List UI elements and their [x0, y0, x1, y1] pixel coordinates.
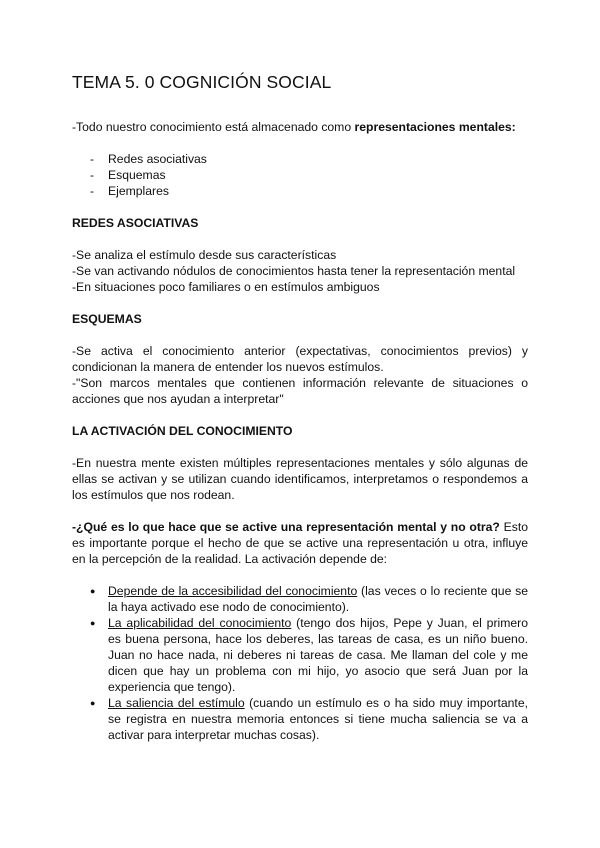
intro-paragraph	[72, 119, 528, 135]
item-text: (tengo dos hijos, Pepe y Juan, el primero es buena persona, hace los deberes, las tareas de casa, es un niño bueno. Juan no hace nada, ni deberes ni tareas de casa. Me llaman del cole y me dicen que hay un problema con mi hijo, yo asocio que será Juan por la experiencia que tengo).	[108, 616, 528, 694]
section-heading-redes: REDES ASOCIATIVAS	[72, 216, 199, 230]
esquemas-paragraph-2: -"Son marcos mentales que contienen información relevante de situaciones o acciones que nos ayudan a interpretar"	[72, 376, 528, 406]
item-text: (las veces o lo reciente que se la haya activado ese nodo de conocimiento).	[108, 584, 528, 614]
page-title: TEMA 5. 0 COGNICIÓN SOCIAL	[72, 72, 332, 92]
item-underlined: La aplicabilidad del conocimiento	[108, 616, 292, 630]
esquemas-paragraph-1: -Se activa el conocimiento anterior (expectativas, conocimientos previos) y condicionan la manera de entender los nuevos estímulos.	[72, 344, 528, 374]
list-item	[90, 615, 528, 695]
question-rest: Esto es importante porque el hecho de que se active una representación u otra, influye en la percepción de la realidad. La activación depende de:	[72, 520, 528, 566]
redes-line: -En situaciones poco familiares o en estímulos ambiguos	[72, 280, 380, 294]
activacion-list	[72, 583, 528, 743]
list-item: - Ejemplares	[90, 183, 528, 199]
redes-line: -Se analiza el estímulo desde sus características	[72, 248, 337, 262]
intro-list	[72, 151, 528, 199]
item-underlined: La saliencia del estímulo	[108, 696, 245, 710]
intro-text: -Todo nuestro conocimiento está almacenado como	[72, 120, 355, 134]
section-heading-esquemas: ESQUEMAS	[72, 312, 142, 326]
intro-bold: representaciones mentales:	[354, 120, 516, 134]
item-text: (cuando un estímulo es o ha sido muy importante, se registra en nuestra memoria entonces si tiene mucha saliencia se va a activar para interpretar muchas cosas).	[108, 696, 528, 742]
list-item	[90, 695, 528, 743]
list-item: - Redes asociativas	[90, 151, 528, 167]
activacion-paragraph-1: -En nuestra mente existen múltiples representaciones mentales y sólo algunas de ellas se activan y se utilizan cuando identificamos, interpretamos o respondemos a los estímulos que nos rodean.	[72, 456, 528, 502]
question-bold: -¿Qué es lo que hace que se active una representación mental y no otra?	[72, 520, 500, 534]
document-page	[72, 72, 528, 743]
list-item	[90, 583, 528, 615]
section-heading-activacion: LA ACTIVACIÓN DEL CONOCIMIENTO	[72, 424, 293, 438]
activacion-question	[72, 519, 528, 567]
list-item: - Esquemas	[90, 167, 528, 183]
redes-line: -Se van activando nódulos de conocimientos hasta tener la representación mental	[72, 264, 516, 278]
item-underlined: Depende de la accesibilidad del conocimiento	[108, 584, 358, 598]
